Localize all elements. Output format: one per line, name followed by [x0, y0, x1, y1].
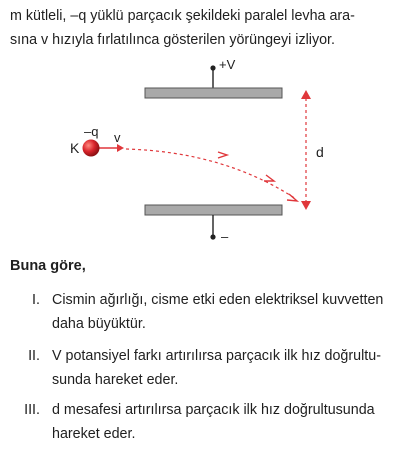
particle-name-label: K — [70, 140, 80, 156]
statement-text — [52, 398, 392, 446]
trajectory-path — [126, 149, 296, 199]
bottom-plate-terminal-dot — [210, 234, 215, 239]
trajectory-arrow-1 — [218, 152, 227, 158]
statement-line: sunda hareket eder. — [52, 372, 179, 388]
top-plate — [145, 88, 282, 98]
velocity-arrow-head — [117, 144, 124, 152]
top-plate-label: +V — [219, 57, 236, 72]
statement-line: Cismin ağırlığı, cisme etki eden elektriksel kuvvetten — [52, 292, 384, 308]
trajectory-arrow-2 — [264, 175, 274, 181]
problem-statement-line-1: m kütleli, –q yüklü parçacık şekildeki paralel levha ara- — [10, 8, 355, 24]
bottom-plate — [145, 205, 282, 215]
distance-arrow-down — [301, 201, 311, 210]
top-plate-terminal-dot — [210, 65, 215, 70]
velocity-label: v — [114, 130, 121, 145]
bottom-plate-label: – — [221, 229, 229, 244]
statement-numeral: II. — [28, 348, 40, 364]
trajectory-arrow-3 — [287, 194, 297, 201]
statement-numeral: I. — [32, 292, 40, 308]
statement-numeral: III. — [24, 402, 40, 418]
statement-line: hareket eder. — [52, 426, 136, 442]
particle-ball — [83, 140, 100, 157]
statement-text — [52, 344, 392, 392]
statement-line: d mesafesi artırılırsa parçacık ilk hız doğrultusunda — [52, 402, 375, 418]
particle-charge-label: –q — [84, 124, 99, 139]
statement-line: daha büyüktür. — [52, 316, 146, 332]
distance-arrow-up — [301, 90, 311, 99]
statement-line: V potansiyel farkı artırılırsa parçacık ilk hız doğrultu- — [52, 348, 381, 364]
question-heading: Buna göre, — [10, 258, 86, 274]
problem-statement-line-2: sına v hızıyla fırlatılınca gösterilen yörüngeyi izliyor. — [10, 32, 336, 48]
distance-label: d — [316, 144, 324, 160]
statement-text — [52, 288, 392, 336]
